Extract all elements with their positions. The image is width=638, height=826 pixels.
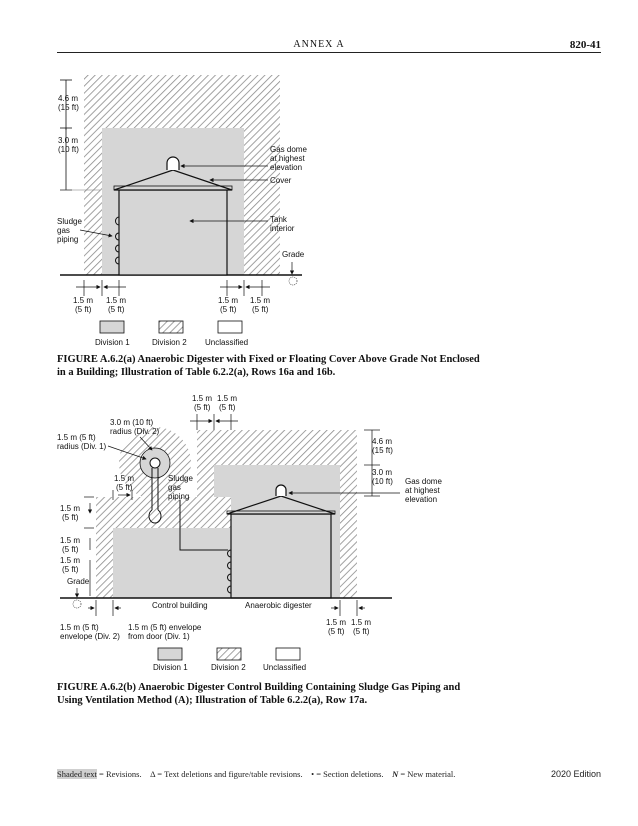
legend-swatch-unclassified bbox=[218, 321, 242, 333]
page-footer bbox=[57, 769, 601, 779]
fig-a-tank-1: Tank bbox=[270, 215, 287, 224]
fig-a-dim-30-m: 3.0 m bbox=[58, 136, 79, 145]
fig-a-legend-uncl: Unclassified bbox=[205, 338, 249, 347]
footer-edition: 2020 Edition bbox=[550, 769, 601, 779]
footer-deletions: = Text deletions and figure/table revisions. bbox=[157, 769, 303, 779]
fig-b-envelope-div1-2: from door (Div. 1) bbox=[128, 632, 190, 641]
fig-b-right-30-m: 3.0 m bbox=[372, 468, 393, 477]
footer-new-material: = New material. bbox=[400, 769, 456, 779]
fig-b-legend-div1: Division 1 bbox=[153, 663, 188, 672]
figure-a-caption-line1: FIGURE A.6.2(a) Anaerobic Digester with Fixed or Floating Cover Above Grade Not Enclosed bbox=[57, 354, 480, 365]
fig-a-gas-dome-3: elevation bbox=[270, 163, 303, 172]
fig-b-anaerobic-digester: Anaerobic digester bbox=[245, 601, 312, 610]
legend-swatch-div1 bbox=[100, 321, 124, 333]
fig-b-gas-dome-1: Gas dome bbox=[405, 477, 442, 486]
fig-a-grade: Grade bbox=[282, 250, 305, 259]
fig-b-left-dim-m-3: 1.5 m bbox=[60, 556, 81, 565]
fig-a-dim-15-ft-4: (5 ft) bbox=[252, 305, 269, 314]
fig-a-tank-2: interior bbox=[270, 224, 295, 233]
fig-b-left-dim-m-2: 1.5 m bbox=[60, 536, 81, 545]
fig-a-dim-30-ft: (10 ft) bbox=[58, 145, 79, 154]
fig-b-right-46-m: 4.6 m bbox=[372, 437, 393, 446]
fig-a-dim-15-m-2: 1.5 m bbox=[106, 296, 127, 305]
fig-b-gas-dome-3: elevation bbox=[405, 495, 438, 504]
page-number: 820-41 bbox=[569, 39, 601, 51]
fig-a-dim-46-ft: (15 ft) bbox=[58, 103, 79, 112]
footer-shaded: Shaded text bbox=[57, 769, 97, 779]
fig-b-bottom-dim-ft-2: (5 ft) bbox=[353, 627, 370, 636]
fig-b-left-dim-m-1: 1.5 m bbox=[60, 504, 81, 513]
footer-section-deletions: = Section deletions. bbox=[316, 769, 384, 779]
fig-b-left-dim-ft-3: (5 ft) bbox=[62, 565, 79, 574]
fig-a-sludge-3: piping bbox=[57, 235, 79, 244]
figure-a-diagram bbox=[57, 75, 307, 347]
fig-a-sludge-1: Sludge bbox=[57, 217, 82, 226]
fig-b-envelope-div2-1: 1.5 m (5 ft) bbox=[60, 623, 99, 632]
gas-dome-b bbox=[276, 485, 286, 496]
fig-b-radius-div2-2: radius (Div. 2) bbox=[110, 427, 160, 436]
footer-revisions: = Revisions. bbox=[96, 769, 142, 779]
n-icon: N bbox=[392, 769, 399, 779]
gas-dome bbox=[167, 157, 179, 170]
fig-b-top-dim-m-1: 1.5 m bbox=[192, 394, 213, 403]
fig-b-right-46-ft: (15 ft) bbox=[372, 446, 393, 455]
fig-b-left-dim-ft-2: (5 ft) bbox=[62, 545, 79, 554]
fig-b-top-dim-ft-2: (5 ft) bbox=[219, 403, 236, 412]
fig-b-bottom-dim-m-2: 1.5 m bbox=[351, 618, 372, 627]
fig-b-legend-uncl: Unclassified bbox=[263, 663, 307, 672]
figure-b-caption-line2: Using Ventilation Method (A); Illustration of Table 6.2.2(a), Row 17a. bbox=[57, 695, 368, 706]
fig-b-top-dim-m-2: 1.5 m bbox=[217, 394, 238, 403]
fig-b-radius-div1-2: radius (Div. 1) bbox=[57, 442, 107, 451]
fig-a-dim-15-m-1: 1.5 m bbox=[73, 296, 94, 305]
fig-b-pipe-dim-ft: (5 ft) bbox=[116, 483, 133, 492]
fig-b-top-dim-ft-1: (5 ft) bbox=[194, 403, 211, 412]
fig-b-gas-dome-2: at highest bbox=[405, 486, 440, 495]
fig-b-pipe-dim-m: 1.5 m bbox=[114, 474, 135, 483]
fig-a-dim-15-m-4: 1.5 m bbox=[250, 296, 271, 305]
fig-b-right-30-ft: (10 ft) bbox=[372, 477, 393, 486]
fig-b-radius-div2-1: 3.0 m (10 ft) bbox=[110, 418, 154, 427]
fig-a-gas-dome-2: at highest bbox=[270, 154, 305, 163]
control-building-division-1 bbox=[113, 528, 231, 598]
figure-b-caption bbox=[57, 681, 577, 707]
fig-a-gas-dome-1: Gas dome bbox=[270, 145, 307, 154]
fig-b-sludge-1: Sludge bbox=[168, 474, 193, 483]
fig-a-dim-15-ft-3: (5 ft) bbox=[220, 305, 237, 314]
digester-tank-b bbox=[231, 514, 331, 598]
figure-a-caption bbox=[57, 353, 577, 379]
delta-icon: Δ bbox=[150, 769, 156, 779]
fig-a-legend-div1: Division 1 bbox=[95, 338, 130, 347]
fig-a-dim-15-m-3: 1.5 m bbox=[218, 296, 239, 305]
fig-a-sludge-2: gas bbox=[57, 226, 70, 235]
fig-a-dim-46-m: 4.6 m bbox=[58, 94, 79, 103]
bullet-icon: • bbox=[311, 769, 315, 779]
figure-a-caption-line2: in a Building; Illustration of Table 6.2.2(a), Rows 16a and 16b. bbox=[57, 367, 336, 378]
fig-b-grade: Grade bbox=[67, 577, 90, 586]
fig-b-bottom-dim-ft-1: (5 ft) bbox=[328, 627, 345, 636]
fig-b-sludge-2: gas bbox=[168, 483, 181, 492]
fig-b-legend-div2: Division 2 bbox=[211, 663, 246, 672]
fig-a-dim-15-ft-1: (5 ft) bbox=[75, 305, 92, 314]
fig-b-bottom-dim-m-1: 1.5 m bbox=[326, 618, 347, 627]
fig-a-cover: Cover bbox=[270, 176, 292, 185]
running-header-annex: ANNEX A bbox=[293, 39, 345, 50]
digester-tank bbox=[119, 190, 227, 275]
fig-b-envelope-div1-1: 1.5 m (5 ft) envelope bbox=[128, 623, 202, 632]
fig-b-left-dim-ft-1: (5 ft) bbox=[62, 513, 79, 522]
figure-b-caption-line1: FIGURE A.6.2(b) Anaerobic Digester Control Building Containing Sludge Gas Piping and bbox=[57, 682, 461, 693]
figure-b-diagram bbox=[57, 394, 442, 672]
fig-b-envelope-div2-2: envelope (Div. 2) bbox=[60, 632, 120, 641]
legend-swatch-div2 bbox=[159, 321, 183, 333]
fig-a-dim-15-ft-2: (5 ft) bbox=[108, 305, 125, 314]
fig-b-radius-div1-1: 1.5 m (5 ft) bbox=[57, 433, 96, 442]
fig-b-sludge-3: piping bbox=[168, 492, 190, 501]
fig-b-control-building: Control building bbox=[152, 601, 208, 610]
fig-a-legend-div2: Division 2 bbox=[152, 338, 187, 347]
